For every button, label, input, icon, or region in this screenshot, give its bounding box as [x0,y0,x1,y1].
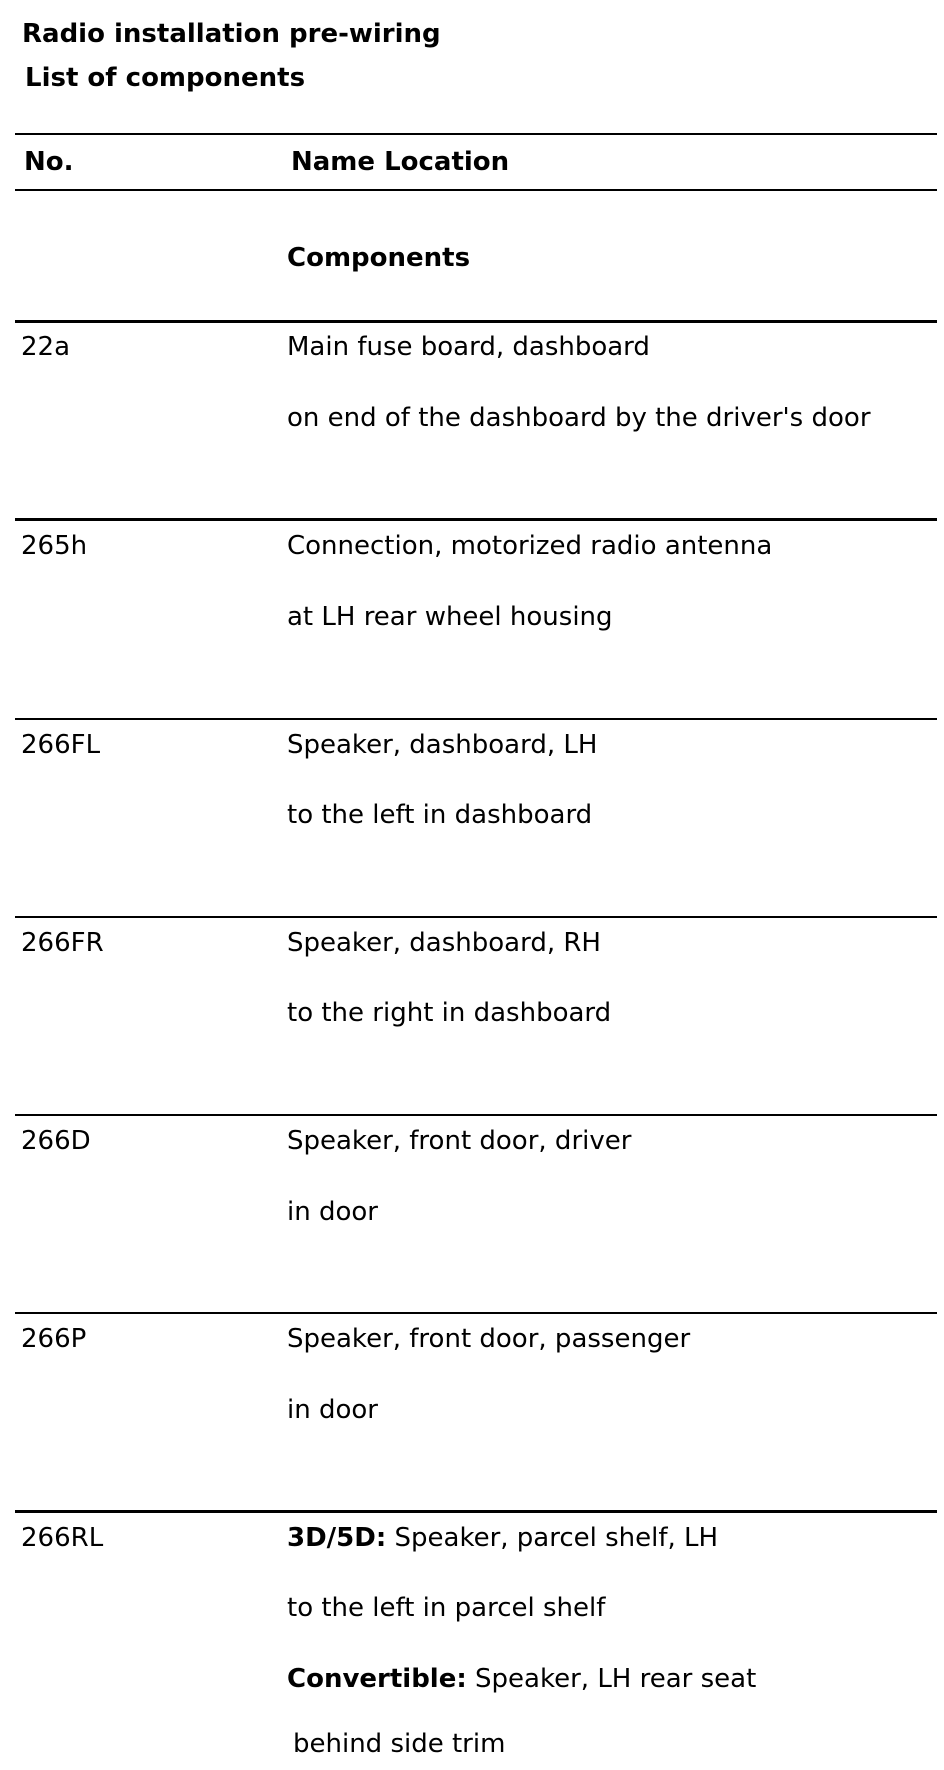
component-location: to the left in dashboard [287,800,593,830]
document-subtitle: List of components [25,63,306,93]
row-rule [15,916,937,918]
component-name: Main fuse board, dashboard [287,332,650,362]
row-number: 266FL [21,730,101,760]
component-location: to the right in dashboard [287,998,612,1028]
header-bottom-rule [15,189,937,191]
variant-label: Convertible: [287,1664,467,1694]
row-number: 266RL [21,1523,104,1553]
component-name: Speaker, front door, driver [287,1126,632,1156]
row-number: 265h [21,531,88,561]
row-number: 266FR [21,928,104,958]
header-top-rule [15,133,937,135]
row-number: 266P [21,1324,87,1354]
row-rule [15,718,937,720]
document-title: Radio installation pre-wiring [22,19,441,49]
row-rule [15,1114,937,1116]
variant-line [287,1664,756,1694]
component-name: Speaker, front door, passenger [287,1324,691,1354]
row-number: 266D [21,1126,91,1156]
component-location: in door [287,1197,378,1227]
row-rule [15,518,937,521]
component-name: Connection, motorized radio antenna [287,531,773,561]
header-name-location: Name Location [291,147,510,177]
row-rule [15,1510,937,1513]
component-name: Speaker, dashboard, RH [287,928,601,958]
component-name: Speaker, LH rear seat [475,1664,757,1694]
variant-line [287,1523,718,1553]
variant-label: 3D/5D: [287,1523,387,1553]
component-location: behind side trim [293,1729,506,1759]
row-rule [15,1312,937,1314]
row-rule [15,320,937,323]
component-location: in door [287,1395,378,1425]
component-name: Speaker, parcel shelf, LH [394,1523,719,1553]
section-label: Components [287,243,471,273]
component-location: on end of the dashboard by the driver's door [287,403,871,433]
component-location: to the left in parcel shelf [287,1593,606,1623]
component-name: Speaker, dashboard, LH [287,730,598,760]
component-location: at LH rear wheel housing [287,602,613,632]
row-number: 22a [21,332,71,362]
header-no: No. [24,147,74,177]
